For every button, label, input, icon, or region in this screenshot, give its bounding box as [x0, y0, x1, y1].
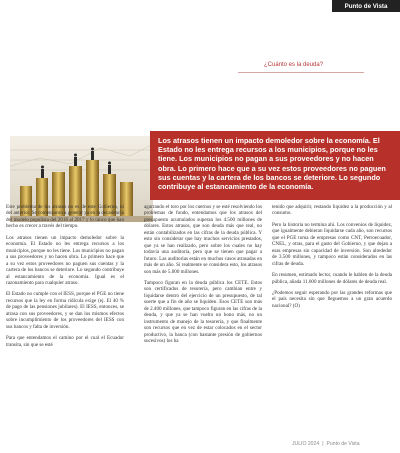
article-column-1: [6, 204, 124, 353]
hero-headline: Los atrasos tienen un impacto demoledor sobre la economía. El Estado no les entrega recursos a los municipios, porque no les tiene. Los municipios no pagan a sus proveedores y no hacen obra. Lo primero hace que a su vez estos proveedores no paguen sus cuentas y la cartera de los bancos se deteriore. Lo segundo contribuye al estancamiento de la economía.: [158, 136, 386, 192]
top-bar: [0, 0, 400, 12]
paragraph: Para que entendamos el camino por el cual el Ecuador transita, sin que se esté: [6, 335, 124, 348]
paragraph: ¿Podemos seguir esperando por las grandes reformas que el país necesita sin que lleguemos a un gran acuerdo nacional? (O): [272, 289, 392, 309]
paragraph: tenido que adquirir, restando liquidez a la producción y al consumo.: [272, 204, 392, 217]
footer-section: Punto de Vista: [326, 441, 360, 447]
section-tag: Punto de Vista: [332, 0, 400, 12]
subtitle-underline: [238, 72, 364, 73]
paragraph: El Estado no cumple con el IESS, porque el PGE no tiene recursos que la ley en forma ridícula exige (ej. El 40 % de pago de las pensiones jubilares). El IESS, entonces, se atrasa con sus proveedores, y se dan los mismos efectos sobre incumplimiento de los proveedores del IESS con sus bancos y falta de inversión.: [6, 291, 124, 330]
article-column-3: [272, 204, 392, 314]
page-footer: [292, 441, 360, 447]
article-column-2: [144, 204, 262, 350]
paragraph: Pero la historia no termina ahí. Los convenios de liquidez, que igualmente debieran liquidarse cada año, son recursos que el PGE toma de empresas como CNT, Petroecuador, CNEL, y otras, para el gasto del Gobierno, y que dejan a esas empresas sin capacidad de inversión. Son alrededor de 3.500 millones, y tampoco están considerados en las cifras de deuda.: [272, 221, 392, 267]
footer-date: JULIO 2024: [292, 441, 320, 447]
paragraph: Este problema de los atrasos no es de este Gobierno, ni del anterior. Se comenzaron a generar ya en la decadencia del modelo populista del 2016 al 2017 y lo único que han hecho es crecer a través del tiempo.: [6, 204, 124, 230]
paragraph: agarrando el toro por los cuernos y se esté resolviendo los problemas de fondo, entendamos que los atrasos del presupuesto acumulados superan los 4.500 millones de dólares. Estos atrasos, que son deuda más que real, no están contabilizados en las cifras de la deuda pública. Y esto sin considerar que hay muchos servicios prestados, que ya se han realizado, pero sobre los cuales no hay todavía una auditoría, pero que se tienen que pagar a futuro. Las auditorías están en muchos casos atrasadas en más de un año. Si realmente se considera esto, los atrasos son más de 5.000 millones.: [144, 204, 262, 275]
paragraph: En resumen, estimado lector, cuando le hablen de la deuda pública, añada 11.000 millones de dólares de deuda real.: [272, 272, 392, 285]
paragraph: Tampoco figuran en la deuda pública los CETE. Estos son certificados de tesorería, pero cambian entre y liquidarse dentro del ejercicio de un presupuesto, de tal suerte que a fin de año se liquiden. Esos CETE son más de 2.400 millones, que tampoco figuran en las cifras de la deuda, y que ya se han vuelto un bono más, no un instrumento de manejo de la tesorería, y que finalmente son recursos que en vez de estar colocados en el sector productivo, la banca (con bastante presión de gobiernos sucesivos) los ha: [144, 279, 262, 345]
footer-separator: |: [322, 441, 324, 447]
paragraph: Los atrasos tienen un impacto demoledor sobre la economía. El Estado no les entrega recursos a los municipios, porque no les tiene. Los municipios no pagan a sus proveedores y no hacen obra. Lo primero hace que a su vez estos proveedores no paguen sus cuentas y la cartera de los bancos se deteriore. Lo segundo contribuye al estancamiento de la economía. Igual es el razonamiento para cualquier atraso.: [6, 234, 124, 286]
section-subtitle: ¿Cuánto es la deuda?: [264, 62, 324, 68]
